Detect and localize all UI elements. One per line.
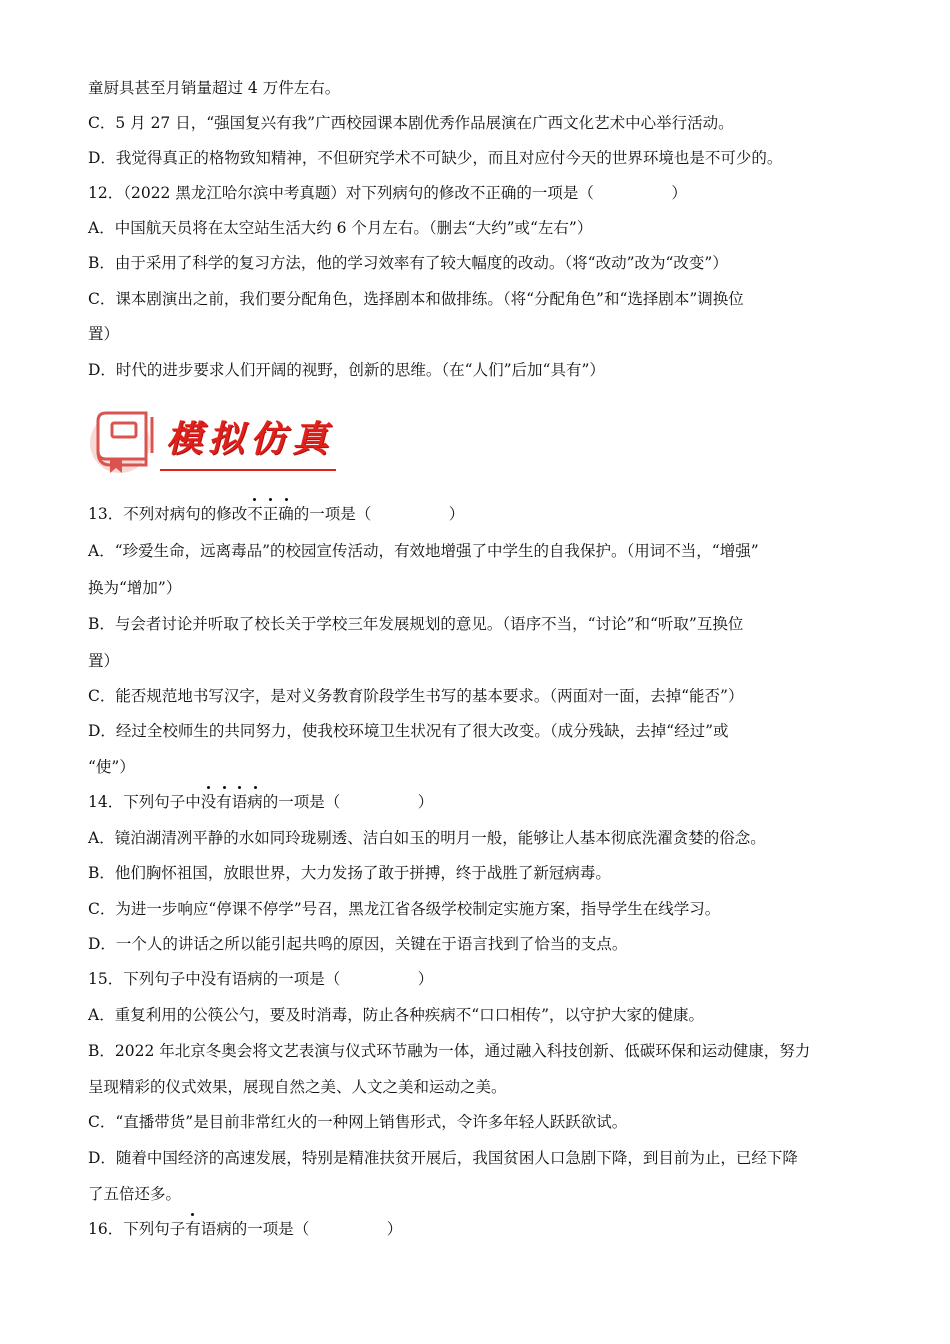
option-b: B．由于采用了科学的复习方法，他的学习效率有了较大幅度的改动。（将“改动”改为“改变”） [88,254,728,272]
text-line: 了五倍还多。 [88,1185,182,1203]
option-d: D．一个人的讲话之所以能引起共鸣的原因，关键在于语言找到了恰当的支点。 [88,935,628,953]
option-d: D．经过全校师生的共同努力，使我校环境卫生状况有了很大改变。（成分残缺，去掉“经过”或 [88,722,729,740]
question-13 [88,503,868,525]
book-icon [88,407,160,475]
title-underline [160,469,336,471]
text-line: 童厨具甚至月销量超过 4 万件左右。 [88,79,341,97]
question-text: 语病的一项是（ ） [200,1220,403,1238]
section-title: 模拟仿真 [166,419,335,460]
option-a: A．中国航天员将在太空站生活大约 6 个月左右。（删去“大约”或“左右”） [88,219,593,237]
text-line: “使”） [88,758,135,776]
question-text: 16．下列句子 [88,1220,186,1238]
emphasis-char: 有 [216,793,232,811]
emphasis-char: 语 [231,793,248,811]
option-d: D．我觉得真正的格物致知精神，不但研究学术不可缺少，而且对应付今天的世界环境也是不可少的。 [88,149,783,167]
option-d: D．随着中国经济的高速发展，特别是精准扶贫开展后，我国贫困人口急剧下降，到目前为止，已经下降 [88,1149,798,1167]
option-c: C．能否规范地书写汉字，是对义务教育阶段学生书写的基本要求。（两面对一面，去掉“能否”） [88,687,744,705]
option-b: B．与会者讨论并听取了校长关于学校三年发展规划的意见。（语序不当，“讨论”和“听取”互换位 [88,615,744,633]
option-c: C．5 月 27 日，“强国复兴有我”广西校园课本剧优秀作品展演在广西文化艺术中心举行活动。 [88,114,734,132]
option-a: A．镜泊湖清冽平静的水如同玲珑剔透、洁白如玉的明月一般，能够让人基本彻底洗濯贪婪的俗念。 [88,829,766,847]
text-line: 置） [88,652,120,670]
text-line: 换为“增加”） [88,579,182,597]
emphasis-char: 有 [185,1220,201,1238]
text-line: 置） [88,325,120,343]
option-c: C．为进一步响应“停课不停学”号召，黑龙江省各级学校制定实施方案，指导学生在线学习。 [88,900,721,918]
option-c: C．课本剧演出之前，我们要分配角色，选择剧本和做排练。（将“分配角色”和“选择剧本”调换位 [88,290,744,308]
section-banner [88,405,338,477]
option-c: C．“直播带货”是目前非常红火的一种网上销售形式，令许多年轻人跃跃欲试。 [88,1113,628,1131]
option-a: A．重复利用的公筷公勺，要及时消毒，防止各种疾病不“口口相传”，以守护大家的健康。 [88,1006,705,1024]
emphasis-char: 病 [247,793,263,811]
question-16 [88,1218,868,1240]
emphasis-char: 不 [247,505,263,523]
emphasis-char: 没 [200,793,217,811]
option-a: A．“珍爱生命，远离毒品”的校园宣传活动，有效地增强了中学生的自我保护。（用词不当，“增强” [88,542,759,560]
text-line: 呈现精彩的仪式效果，展现自然之美、人文之美和运动之美。 [88,1078,507,1096]
option-b: B．他们胸怀祖国，放眼世界，大力发扬了敢于拼搏，终于战胜了新冠病毒。 [88,864,611,882]
emphasis-char: 确 [278,505,294,523]
question-14 [88,791,868,813]
question-12: 12．（2022 黑龙江哈尔滨中考真题）对下列病句的修改不正确的一项是（ ） [88,184,687,202]
question-text: 13．不列对病句的修改 [88,505,248,523]
option-d: D．时代的进步要求人们开阔的视野，创新的思维。（在“人们”后加“具有”） [88,361,605,379]
question-text: 14．下列句子中 [88,793,201,811]
option-b: B．2022 年北京冬奥会将文艺表演与仪式环节融为一体，通过融入科技创新、低碳环保和运动健康，努力 [88,1042,811,1060]
emphasis-char: 正 [262,505,279,523]
question-text: 的一项是（ ） [262,793,434,811]
question-15: 15．下列句子中没有语病的一项是（ ） [88,970,434,988]
question-text: 的一项是（ ） [293,505,465,523]
